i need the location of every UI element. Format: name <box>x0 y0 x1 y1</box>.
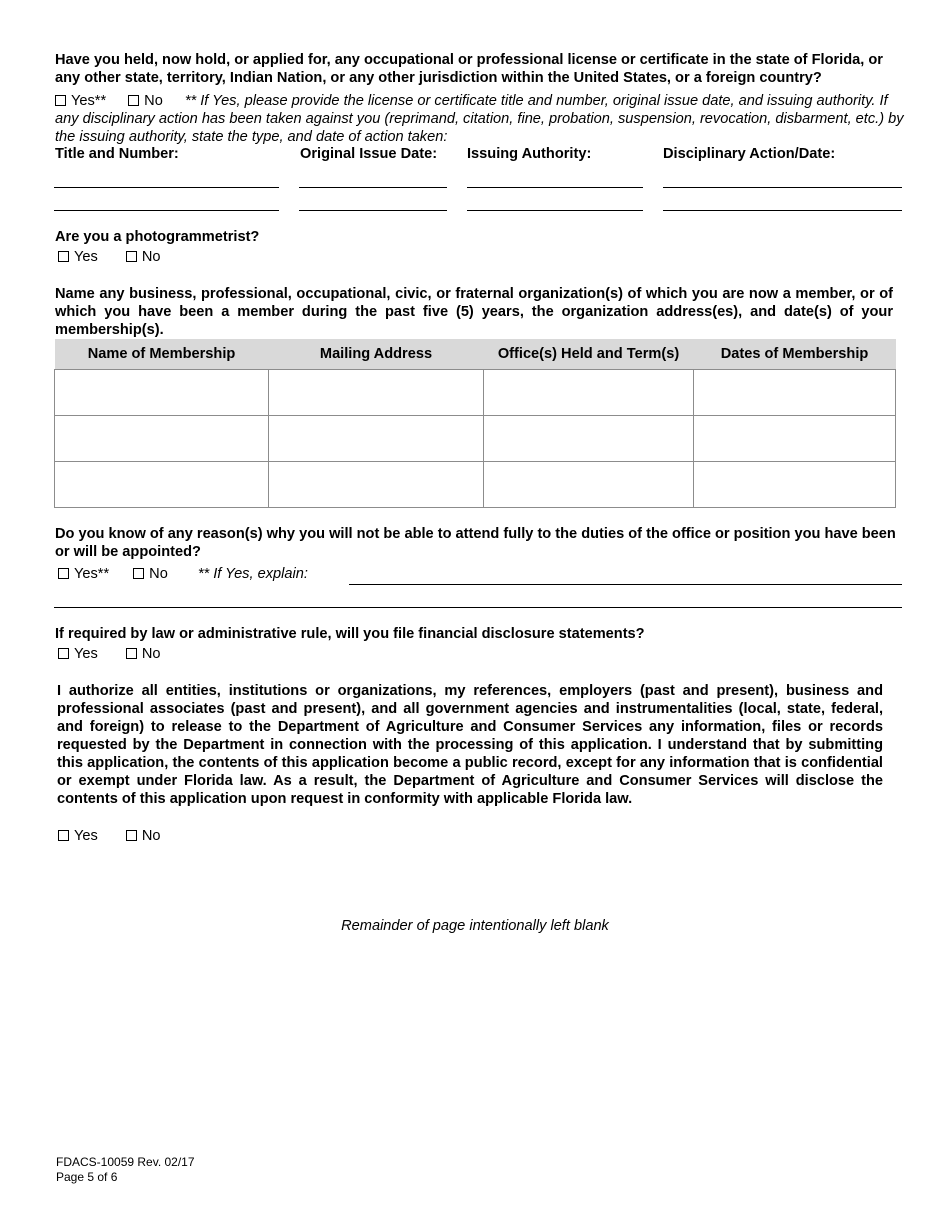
attend-explain-field-line-2[interactable] <box>54 607 902 608</box>
issuing-authority-field-1[interactable] <box>467 187 643 188</box>
header-name-of-membership: Name of Membership <box>55 339 269 370</box>
license-yes-option[interactable] <box>55 93 106 109</box>
table-cell[interactable] <box>694 416 896 462</box>
checkbox-icon[interactable] <box>58 648 69 659</box>
photogrammetrist-yes-label: Yes <box>74 249 98 265</box>
disclosure-question-text: If required by law or administrative rule, will you file financial disclosure statements? <box>55 626 645 642</box>
attend-yes-label: Yes** <box>74 566 110 582</box>
license-instruction-text: ** If Yes, please provide the license or certificate title and number, original issue date, and issuing authority. If any disciplinary action has been taken against you (reprimand, citation, fine, probation, suspension, revocation, disbarment, etc.) by the issuing authority, state the type, and date of action taken: <box>55 93 904 145</box>
table-cell[interactable] <box>484 416 694 462</box>
license-no-label: No <box>144 93 163 109</box>
issue-date-field-2[interactable] <box>299 210 447 211</box>
table-row <box>55 462 896 508</box>
checkbox-icon[interactable] <box>126 830 137 841</box>
table-cell[interactable] <box>694 370 896 416</box>
attend-yes-option[interactable] <box>58 566 109 582</box>
disclosure-options <box>58 645 160 663</box>
disclosure-no-option[interactable] <box>126 646 161 662</box>
authorization-no-option[interactable] <box>126 828 161 844</box>
column-original-issue-date: Original Issue Date: <box>300 146 438 162</box>
table-cell[interactable] <box>269 462 484 508</box>
disclosure-yes-option[interactable] <box>58 646 98 662</box>
table-cell[interactable] <box>694 462 896 508</box>
checkbox-icon[interactable] <box>126 648 137 659</box>
attend-options <box>58 565 308 583</box>
disciplinary-field-2[interactable] <box>663 210 902 211</box>
remainder-note: Remainder of page intentionally left blank <box>341 918 609 934</box>
attend-explain-label: ** If Yes, explain: <box>197 566 308 582</box>
license-question-text: Have you held, now hold, or applied for, any occupational or professional license or certificate in the state of Florida, or any other state, territory, Indian Nation, or any other jurisdiction within the United States, or a foreign country? <box>55 52 883 86</box>
issuing-authority-field-2[interactable] <box>467 210 643 211</box>
table-cell[interactable] <box>55 416 269 462</box>
header-mailing-address: Mailing Address <box>269 339 484 370</box>
disciplinary-field-1[interactable] <box>663 187 902 188</box>
title-number-field-2[interactable] <box>54 210 279 211</box>
attend-explain-field[interactable] <box>349 584 902 585</box>
membership-header-row <box>55 339 896 370</box>
table-row <box>55 370 896 416</box>
table-cell[interactable] <box>269 416 484 462</box>
license-yes-label: Yes** <box>71 93 107 109</box>
table-row <box>55 416 896 462</box>
license-instruction-block <box>55 92 905 146</box>
title-number-field-1[interactable] <box>54 187 279 188</box>
checkbox-icon[interactable] <box>58 830 69 841</box>
checkbox-icon[interactable] <box>55 95 66 106</box>
column-issuing-authority: Issuing Authority: <box>467 146 592 162</box>
photogrammetrist-question-text: Are you a photogrammetrist? <box>55 229 260 245</box>
checkbox-icon[interactable] <box>133 568 144 579</box>
table-cell[interactable] <box>269 370 484 416</box>
authorization-options <box>58 827 160 845</box>
header-offices-held: Office(s) Held and Term(s) <box>484 339 694 370</box>
disclosure-yes-label: Yes <box>74 646 98 662</box>
photogrammetrist-yes-option[interactable] <box>58 249 98 265</box>
table-cell[interactable] <box>55 462 269 508</box>
attend-no-option[interactable] <box>133 566 168 582</box>
footer-page-number: Page 5 of 6 <box>56 1170 118 1184</box>
footer-form-id: FDACS-10059 Rev. 02/17 <box>56 1155 195 1169</box>
authorization-no-label: No <box>141 828 161 844</box>
membership-question-text: Name any business, professional, occupational, civic, or fraternal organization(s) of which you are now a member, or of which you have been a member during the past five (5) years, the organization address(es), and date(s) of your membership(s). <box>55 286 893 338</box>
disclosure-no-label: No <box>141 646 161 662</box>
checkbox-icon[interactable] <box>126 251 137 262</box>
photogrammetrist-no-label: No <box>141 249 161 265</box>
attend-no-label: No <box>149 566 168 582</box>
checkbox-icon[interactable] <box>128 95 139 106</box>
authorization-yes-label: Yes <box>74 828 98 844</box>
checkbox-icon[interactable] <box>58 568 69 579</box>
column-title-and-number: Title and Number: <box>55 146 179 162</box>
issue-date-field-1[interactable] <box>299 187 447 188</box>
attend-question-text: Do you know of any reason(s) why you will not be able to attend fully to the duties of the office or position you have been or will be appointed? <box>55 526 896 560</box>
authorization-text: I authorize all entities, institutions or organizations, my references, employers (past and present), business and professional associates (past and present), and all government agencies and instrumentalities (local, state, federal, and foreign) to release to the Department of Agriculture and Consumer Services any information, files or records requested by the Department in connection with the processing of this application. I understand that by submitting this application, the contents of this application become a public record, except for any information that is confidential or exempt under Florida law. As a result, the Department of Agriculture and Consumer Services will disclose the contents of this application upon request in conformity with applicable Florida law. <box>57 683 883 807</box>
column-disciplinary-action: Disciplinary Action/Date: <box>663 146 836 162</box>
photogrammetrist-options <box>58 248 160 266</box>
header-dates-of-membership: Dates of Membership <box>694 339 896 370</box>
membership-table <box>54 339 896 508</box>
authorization-yes-option[interactable] <box>58 828 98 844</box>
table-cell[interactable] <box>484 370 694 416</box>
table-cell[interactable] <box>484 462 694 508</box>
table-cell[interactable] <box>55 370 269 416</box>
checkbox-icon[interactable] <box>58 251 69 262</box>
photogrammetrist-no-option[interactable] <box>126 249 161 265</box>
license-no-option[interactable] <box>128 93 163 109</box>
